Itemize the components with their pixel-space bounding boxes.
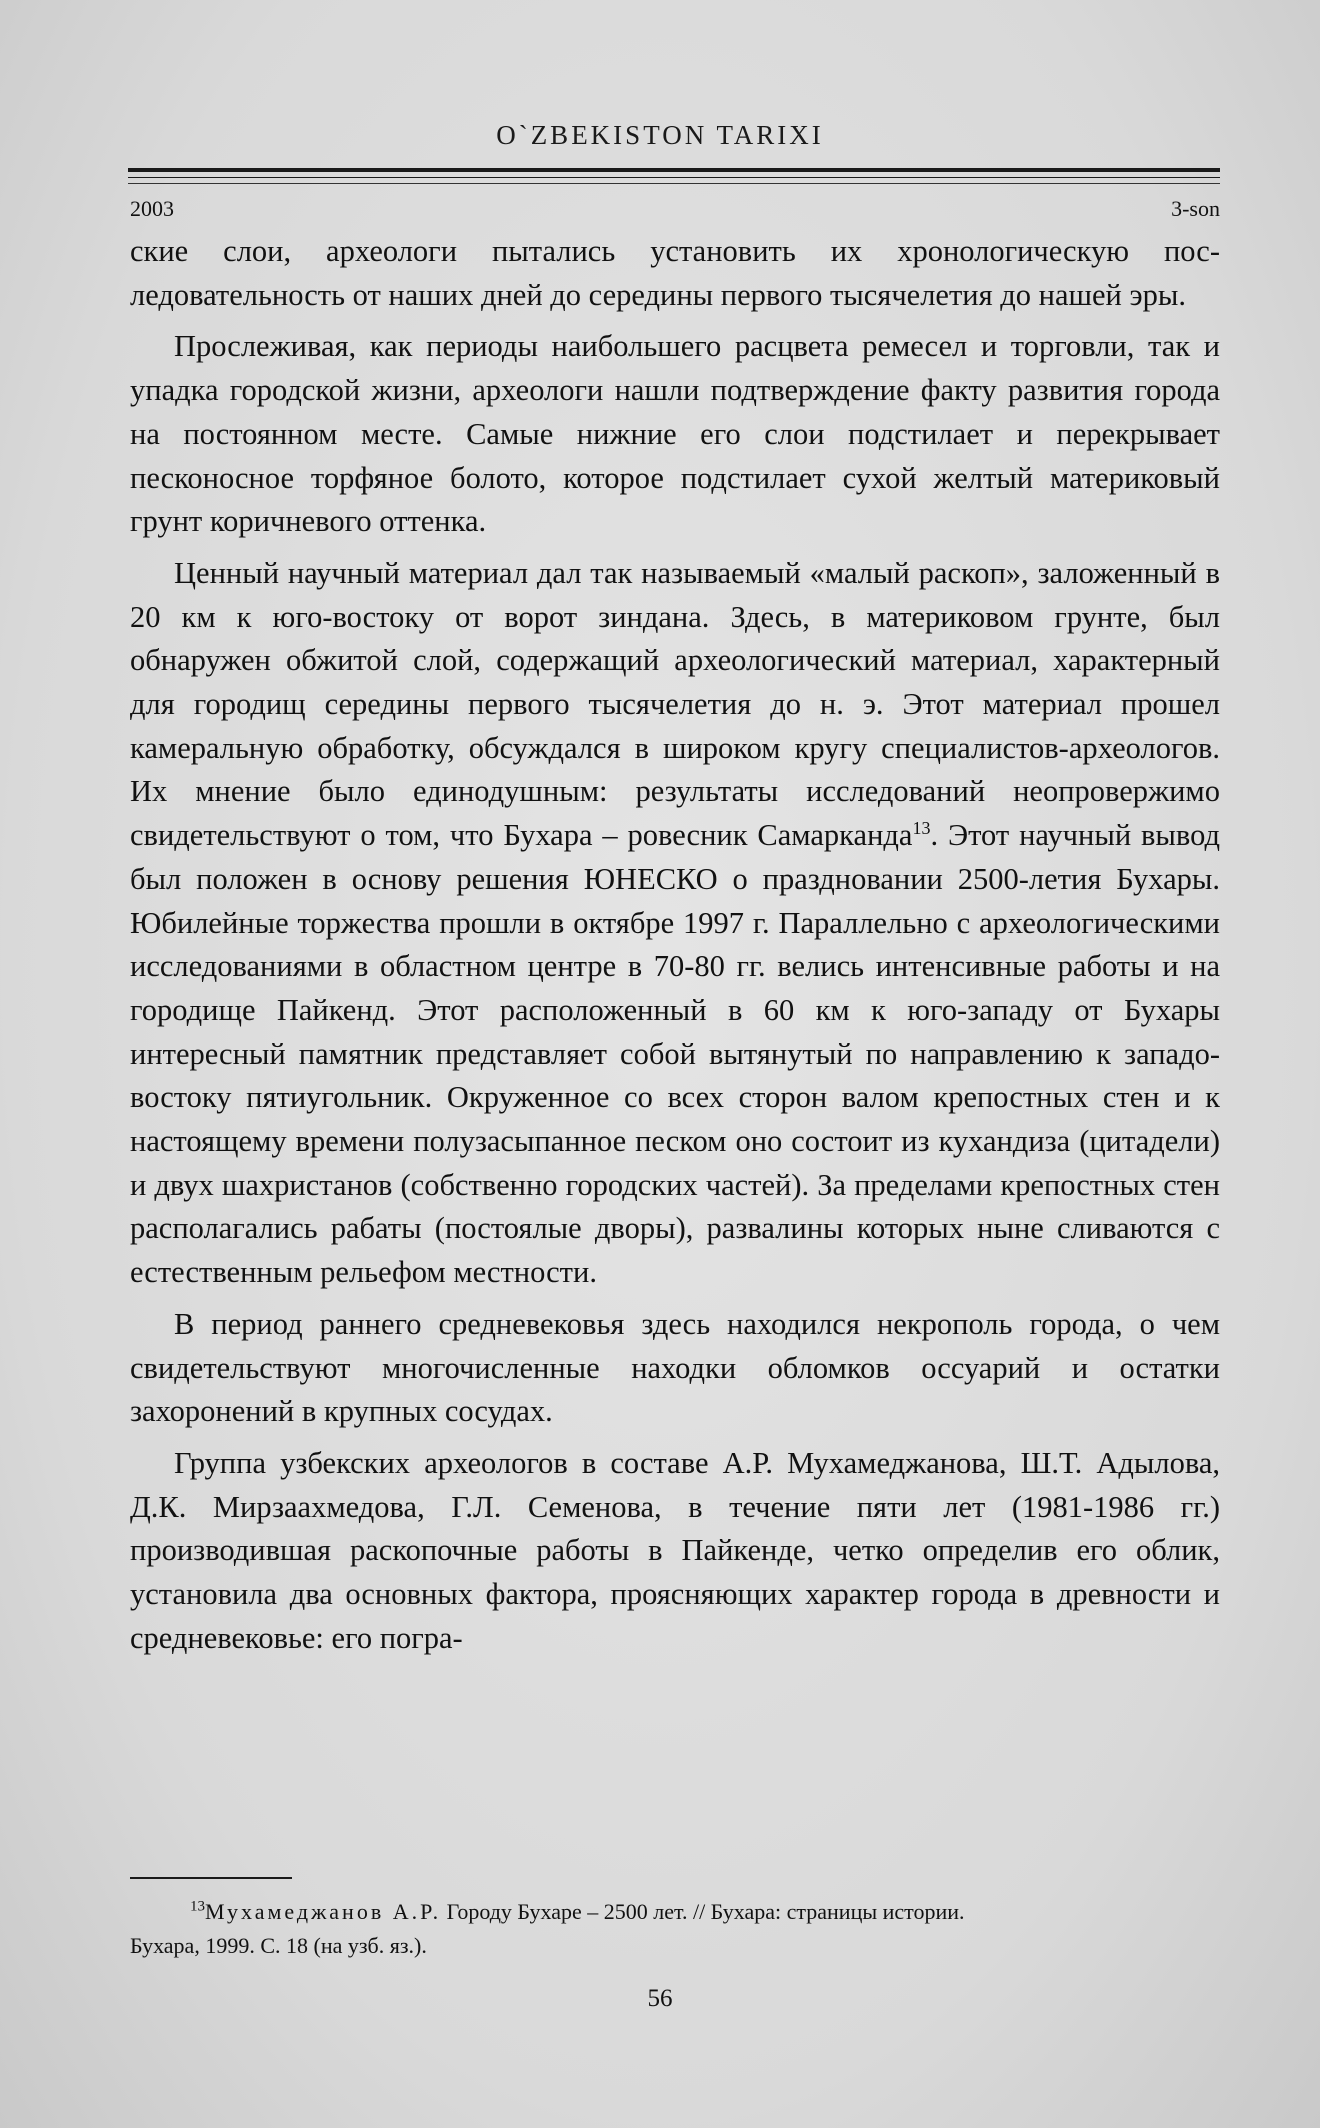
footnote-mark: 13 xyxy=(190,1898,205,1915)
header-rule-thin-secondary xyxy=(128,183,1220,184)
paragraph-2 xyxy=(130,552,1220,1295)
footnote xyxy=(130,1895,1220,1963)
paragraph-1: Прослеживая, как периоды наибольшего расцвета ремесел и торговли, так и упадка городской жизни, археологи нашли подтверждение факту развития города на постоянном месте. Самые нижние его слои подстилает и перекрывает песконосное торфяное болото, которое подстилает сухой желтый материковый грунт коричневого оттенка. xyxy=(130,329,1220,539)
issue-year: 2003 xyxy=(130,196,174,221)
footnote-reference: 13 xyxy=(912,817,931,838)
journal-title: O`ZBEKISTON TARIXI xyxy=(496,120,824,150)
header-rule-thick xyxy=(128,168,1220,172)
article-body xyxy=(130,230,1220,1669)
paragraph-3: В период раннего средневековья здесь находился некрополь города, о чем свидетельствуют многочисленные находки обломков оссуарий и остатки захоронений в крупных сосудах. xyxy=(130,1306,1220,1429)
header-rule-thin xyxy=(128,177,1220,178)
paragraph-2-part-b: . Этот научный вывод был положен в основу решения ЮНЕСКО о праздновании 2500-летия Бухары. Юбилейные торжества прошли в октябре 1997 г. Параллельно с археологическими исследованиями в областном центре в 70-80 гг. велись интенсивные работы и на городище Пайкенд. Этот расположенный в 60 км к юго-западу от Бухары интересный памятник представляет собой вытянутый по направлению к западо-востоку пятиугольник. Окруженное со всех сторон валом крепостных стен и к настоящему времени полузасыпанное песком оно состоит из кухандиза (цитадели) и двух шахристанов (собственно городских частей). За пределами крепостных стен располагались рабаты (постоялые дворы), развалины которых ныне сливаются с естественным рельефом местности. xyxy=(130,818,1220,1290)
paragraph-2-part-a: Ценный научный материал дал так называемый «малый раскоп», заложенный в 20 км к юго-востоку от ворот зиндана. Здесь, в материковом грунте, был обнаружен обжитой слой, содержащий археологический материал, характерный для городищ середины первого тысячелетия до н. э. Этот материал прошел камеральную обработку, обсуждался в широком кругу специалистов-археологов. Их мнение было единодушным: результаты исследований неопровержимо свидетельствуют о том, что Бухара – ровесник Самарканда xyxy=(130,555,1220,853)
footnote-line-2: Бухара, 1999. С. 18 (на узб. яз.). xyxy=(130,1933,427,1958)
footnote-line-1 xyxy=(130,1895,1220,1929)
paragraph-0: ские слои, археологи пытались установить их хронологическую последовательность от наших дней до середины первого тысячелетия до нашей эры. xyxy=(130,234,1220,312)
footnote-separator xyxy=(130,1877,292,1879)
page-number: 56 xyxy=(647,1985,673,2012)
footnote-author: Мухамеджанов А.Р. xyxy=(205,1899,442,1924)
footnote-text-1: Городу Бухаре – 2500 лет. // Бухара: страницы истории. xyxy=(441,1899,965,1924)
issue-number: 3-son xyxy=(1171,196,1220,221)
paragraph-4: Группа узбекских археологов в составе А.Р. Мухамеджанова, Ш.Т. Адылова, Д.К. Мирзаахмедова, Г.Л. Семенова, в течение пяти лет (1981-1986 гг.) производившая раскопочные работы в Пайкенде, четко определив его облик, установила два основных фактора, проясняющих характер города в древности и средневековье: его погра- xyxy=(130,1445,1220,1655)
